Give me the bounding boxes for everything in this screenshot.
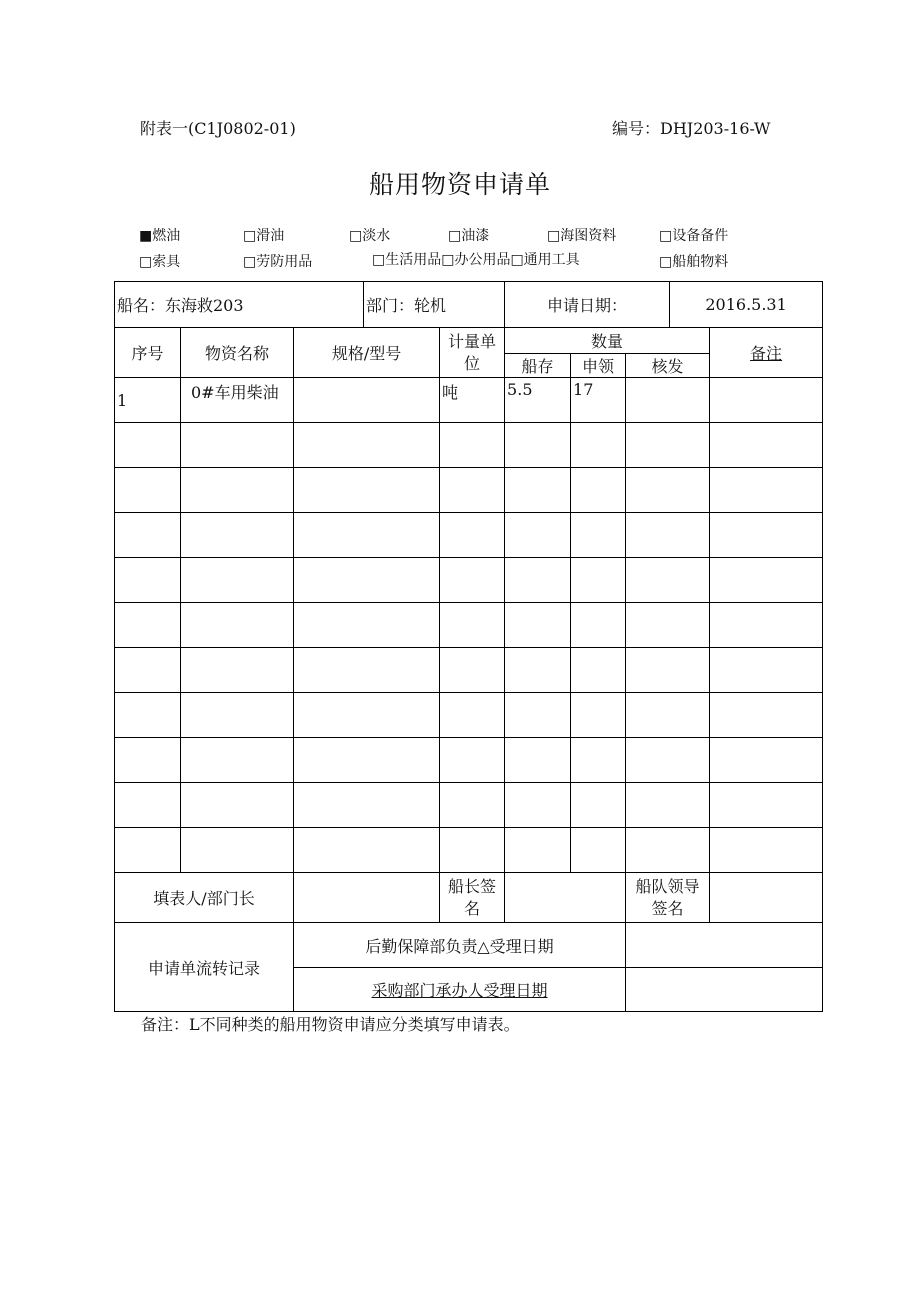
cell[interactable] [294,468,440,513]
cell[interactable] [294,423,440,468]
cell[interactable] [294,738,440,783]
cell[interactable] [626,648,710,693]
category-ship-stores[interactable]: □船舶物料 [659,254,729,270]
row-1-remark[interactable] [710,378,823,423]
cell[interactable] [440,513,505,558]
cell[interactable] [294,693,440,738]
cell[interactable] [571,648,626,693]
cell[interactable] [115,513,181,558]
cell[interactable] [571,828,626,873]
cell[interactable] [626,603,710,648]
cell[interactable] [115,558,181,603]
cell[interactable] [294,648,440,693]
captain-sign-line2: 名 [464,898,481,918]
category-protective-gear[interactable]: □劳防用品 [243,254,313,270]
cell[interactable] [571,468,626,513]
cell[interactable] [710,513,823,558]
cell[interactable] [440,783,505,828]
table-row [115,648,823,693]
category-paint[interactable]: □油漆 [448,228,490,244]
form-number: 编号：DHJ203-16-W [612,119,771,138]
table-row [115,558,823,603]
col-spec: 规格/型号 [294,328,440,378]
cell[interactable] [115,468,181,513]
application-form-table [114,281,823,1012]
captain-sign-line1: 船长签 [448,876,497,896]
footer-note: 备注：L不同种类的船用物资申请应分类填写申请表。 [141,1015,520,1034]
department-cell [364,282,505,328]
table-row [115,468,823,513]
filler-label: 填表人/部门长 [115,873,294,923]
cell[interactable] [626,468,710,513]
cell[interactable] [505,603,571,648]
cell[interactable] [181,423,294,468]
cell[interactable] [181,783,294,828]
cell[interactable] [626,693,710,738]
cell[interactable] [571,693,626,738]
cell[interactable] [181,648,294,693]
cell[interactable] [710,423,823,468]
cell[interactable] [115,738,181,783]
cell[interactable] [710,738,823,783]
category-lube-oil[interactable]: □滑油 [243,228,285,244]
row-1-seq[interactable] [115,378,181,423]
row-1-unit[interactable] [440,378,505,423]
cell[interactable] [440,468,505,513]
cell[interactable] [294,513,440,558]
table-row [115,693,823,738]
cell[interactable] [181,468,294,513]
table-row [115,783,823,828]
col-unit [440,328,505,378]
cell[interactable] [571,423,626,468]
cell[interactable] [710,828,823,873]
cell[interactable] [505,423,571,468]
col-qty: 数量 [505,328,710,354]
row-1-request[interactable] [571,378,626,423]
purchase-accept-label: 采购部门承办人受理日期 [371,981,548,1000]
col-name: 物资名称 [181,328,294,378]
cell[interactable] [626,423,710,468]
category-fresh-water[interactable]: □淡水 [349,228,391,244]
cell[interactable] [440,648,505,693]
page-title: 船用物资申请单 [368,170,551,199]
captain-sign-field[interactable] [505,873,626,923]
cell[interactable] [626,738,710,783]
logistics-accept-field[interactable] [626,923,823,968]
category-living-office-tools[interactable]: □生活用品□办公用品□通用工具 [372,252,580,268]
cell[interactable] [440,738,505,783]
row-1-name[interactable] [181,378,294,423]
filler-sign-field[interactable] [294,873,440,923]
fleet-sign-field[interactable] [710,873,823,923]
cell[interactable] [294,558,440,603]
row-1-seq-value: 1 [117,390,128,410]
cell[interactable] [115,603,181,648]
cell[interactable] [440,603,505,648]
cell[interactable] [505,828,571,873]
cell[interactable] [505,468,571,513]
cell[interactable] [505,513,571,558]
table-row [115,513,823,558]
fleet-sign-label [626,873,710,923]
cell[interactable] [115,783,181,828]
cell[interactable] [181,738,294,783]
purchase-accept-cell [294,968,626,1012]
cell[interactable] [181,603,294,648]
date-value-cell [670,282,823,328]
category-charts[interactable]: □海图资料 [547,228,617,244]
category-rigging[interactable]: □索具 [139,254,181,270]
row-1-issue[interactable] [626,378,710,423]
col-seq: 序号 [115,328,181,378]
cell[interactable] [115,693,181,738]
cell[interactable] [710,603,823,648]
cell[interactable] [571,513,626,558]
cell[interactable] [181,513,294,558]
cell[interactable] [115,423,181,468]
cell[interactable] [710,558,823,603]
cell[interactable] [626,558,710,603]
fleet-sign-line2: 签名 [651,898,684,918]
cell[interactable] [505,738,571,783]
cell[interactable] [626,783,710,828]
date-label: 申请日期： [547,296,628,315]
captain-sign-label [440,873,505,923]
cell[interactable] [571,558,626,603]
cell[interactable] [505,648,571,693]
cell[interactable] [294,783,440,828]
table-row [115,423,823,468]
col-issue: 核发 [626,354,710,378]
cell[interactable] [181,693,294,738]
col-request: 申领 [571,354,626,378]
col-unit-line2: 位 [464,353,481,373]
cell[interactable] [710,468,823,513]
category-spare-parts[interactable]: □设备备件 [659,228,729,244]
cell[interactable] [505,693,571,738]
cell[interactable] [181,558,294,603]
cell[interactable] [440,423,505,468]
cell[interactable] [440,693,505,738]
cell[interactable] [571,603,626,648]
cell[interactable] [181,828,294,873]
cell[interactable] [294,603,440,648]
cell[interactable] [115,828,181,873]
col-unit-line1: 计量单 [448,331,497,351]
table-row [115,828,823,873]
row-1-unit-value: 吨 [442,383,459,402]
cell[interactable] [294,828,440,873]
col-remark-cell [710,328,823,378]
department: 部门：轮机 [366,296,447,315]
cell[interactable] [710,648,823,693]
cell[interactable] [115,648,181,693]
col-stock: 船存 [505,354,571,378]
ship-name-cell [115,282,364,328]
row-1-stock[interactable] [505,378,571,423]
date-label-cell [505,282,670,328]
table-row [115,738,823,783]
logistics-accept-label: 后勤保障部负责△受理日期 [294,923,626,968]
cell[interactable] [440,828,505,873]
row-1-request-value: 17 [573,380,594,399]
cell[interactable] [505,783,571,828]
row-1-stock-value: 5.5 [507,380,533,399]
table-row [115,603,823,648]
flow-record-label: 申请单流转记录 [115,923,294,1012]
cell[interactable] [710,783,823,828]
cell[interactable] [440,558,505,603]
appendix-label: 附表一(C1J0802-01) [140,119,296,138]
cell[interactable] [626,828,710,873]
row-1-name-value: 0#车用柴油 [191,383,279,402]
date-value: 2016.5.31 [705,295,787,314]
cell[interactable] [710,693,823,738]
cell[interactable] [626,513,710,558]
ship-name: 船名：东海救203 [117,296,244,315]
row-1-spec[interactable] [294,378,440,423]
cell[interactable] [571,783,626,828]
cell[interactable] [571,738,626,783]
purchase-accept-field[interactable] [626,968,823,1012]
col-remark: 备注 [750,344,783,363]
cell[interactable] [505,558,571,603]
fleet-sign-line1: 船队领导 [635,876,700,896]
category-fuel[interactable]: ■燃油 [139,228,181,244]
